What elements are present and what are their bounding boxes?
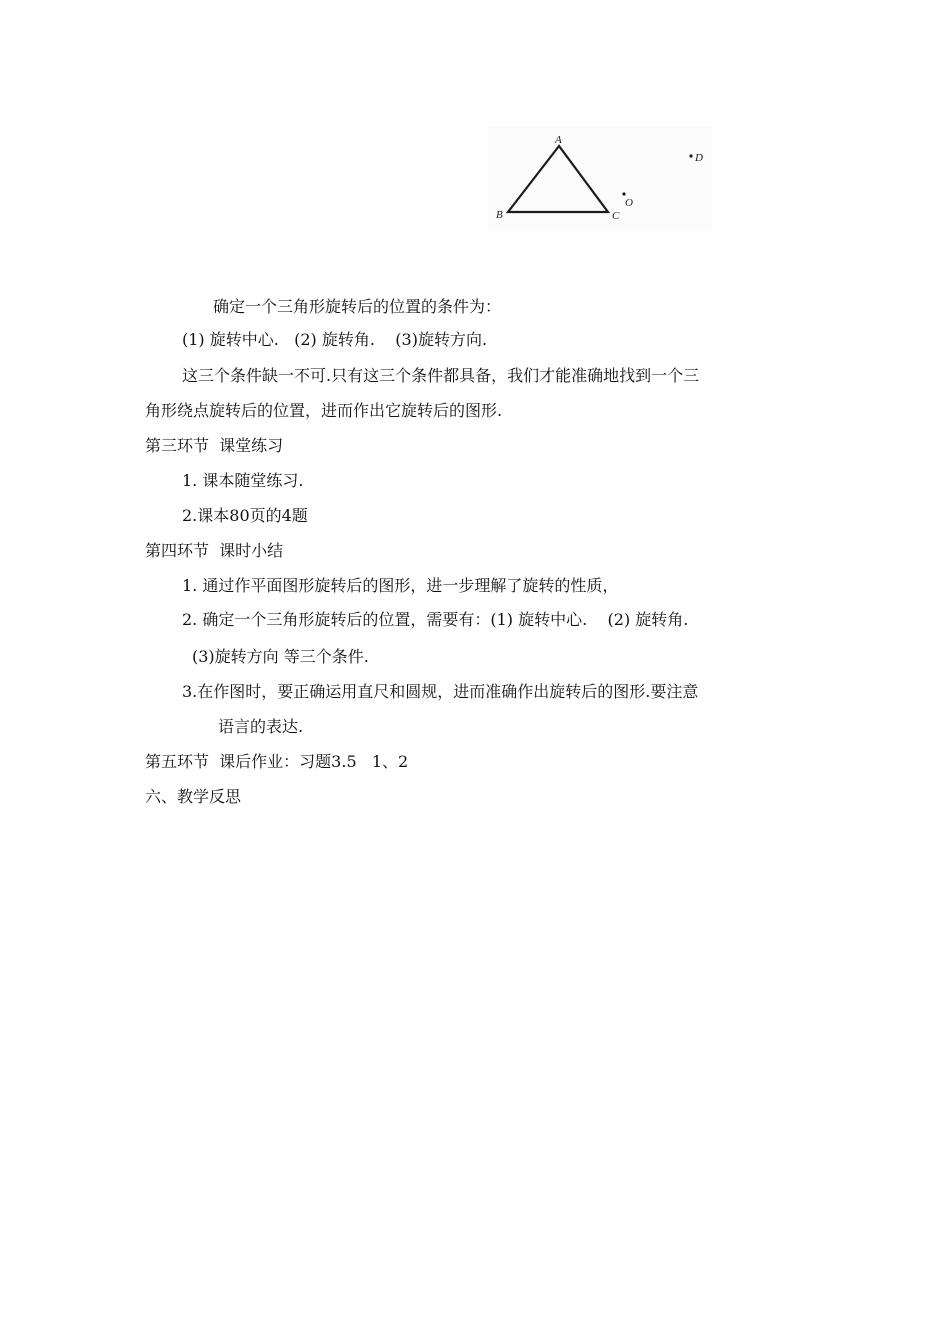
section-5-title: 第五环节 课后作业：习题3.5 1、2	[145, 752, 409, 771]
section-4-item-3-line-2: 语言的表达.	[218, 717, 304, 736]
explanation-line-2: 角形绕点旋转后的位置，进而作出它旋转后的图形.	[145, 401, 503, 420]
section-4-title: 第四环节 课时小结	[145, 541, 284, 560]
explanation-line-1: 这三个条件缺一不可.只有这三个条件都具备，我们才能准确地找到一个三	[182, 366, 700, 385]
label-o: O	[625, 197, 633, 209]
section-3-title: 第三环节 课堂练习	[145, 436, 284, 455]
section-4-item-2-line-2: (3)旋转方向 等三个条件.	[192, 647, 369, 666]
triangle-abc	[508, 146, 608, 212]
section-6-title: 六、教学反思	[145, 787, 242, 806]
section-4-item-3-line-1: 3.在作图时，要正确运用直尺和圆规，进而准确作出旋转后的图形.要注意	[182, 682, 699, 701]
section-4-item-1: 1. 通过作平面图形旋转后的图形，进一步理解了旋转的性质，	[182, 576, 619, 595]
section-3-item-1: 1. 课本随堂练习.	[182, 471, 304, 490]
section-3-item-2: 2.课本80页的4题	[182, 506, 308, 525]
label-a: A	[555, 134, 562, 146]
triangle-figure	[488, 126, 712, 230]
section-4-item-2-line-1: 2. 确定一个三角形旋转后的位置，需要有：(1) 旋转中心. (2) 旋转角.	[182, 610, 689, 629]
conditions-intro: 确定一个三角形旋转后的位置的条件为：	[213, 297, 502, 316]
conditions-list: (1) 旋转中心. (2) 旋转角. (3)旋转方向.	[182, 330, 488, 349]
point-o	[622, 192, 625, 195]
label-b: B	[496, 209, 503, 221]
point-d	[689, 154, 692, 157]
label-d: D	[695, 152, 703, 164]
triangle-diagram	[488, 126, 712, 230]
label-c: C	[612, 210, 620, 222]
